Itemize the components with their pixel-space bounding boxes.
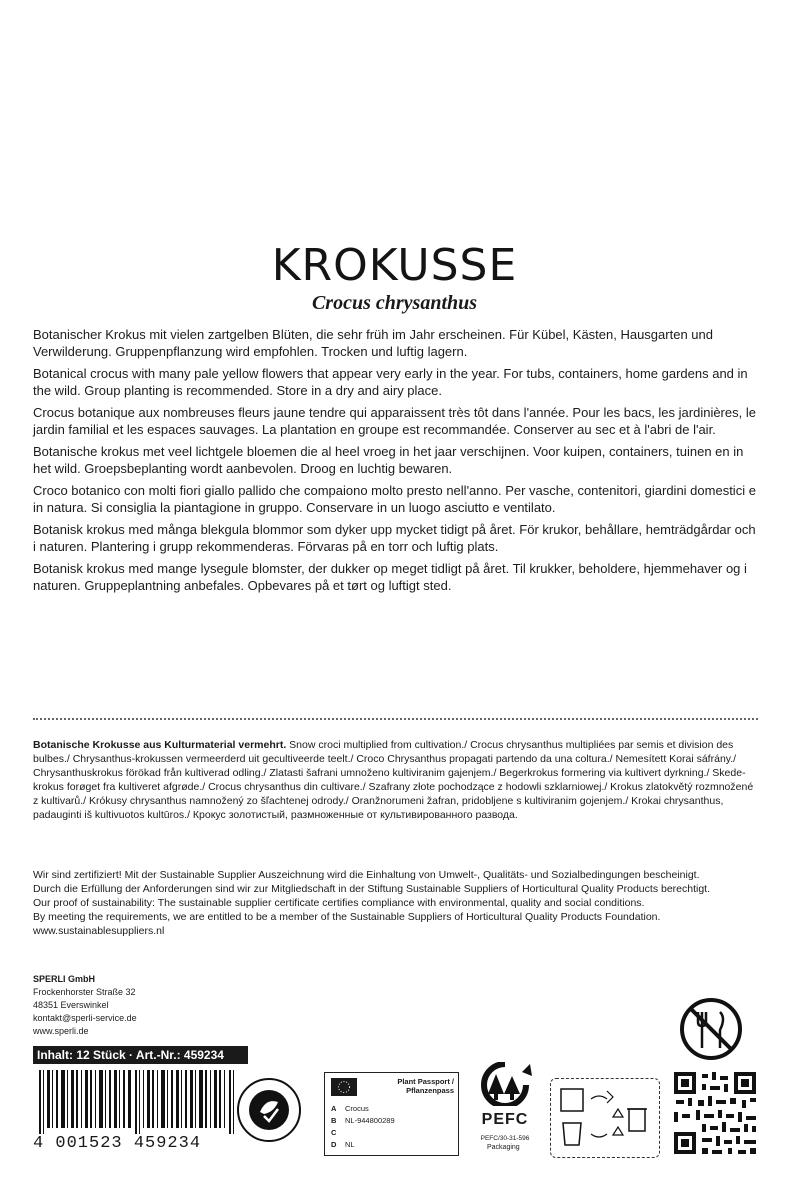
passport-row <box>331 1103 395 1115</box>
recycling-icon <box>551 1079 657 1155</box>
passport-row <box>331 1115 395 1127</box>
passport-key: B <box>331 1116 337 1125</box>
packaging-label: Packaging <box>487 1144 520 1151</box>
pefc-code: PEFC/30-31-596 <box>480 1135 530 1142</box>
dotted-divider <box>33 718 758 720</box>
plant-passport <box>324 1072 459 1156</box>
contents-bar: Inhalt: 12 Stück · Art.-Nr.: 459234 <box>33 1046 248 1064</box>
latin-name: Crocus chrysanthus <box>311 292 478 314</box>
qr-code-icon[interactable] <box>672 1070 758 1156</box>
company-web[interactable]: www.sperli.de <box>33 1026 89 1036</box>
barcode-number: 4 001523 459234 <box>33 1134 248 1153</box>
passport-row <box>331 1127 395 1139</box>
product-title: KROKUSSE <box>271 240 518 291</box>
passport-key: A <box>331 1104 337 1113</box>
cultivation-text: Snow croci multiplied from cultivation./ Crocus chrysanthus multipliées par semis et division des bulbes./ Chrysanthus-krokussen vermeerderd uit gecultiveerde teelt./ Croco Chrysanthus propagati partendo da una coltura./ Nemesített Korai sáfrány./ Chrysanthuskrokus förökad från kultiverad odling./ Zlatasti šafrani umnoženo kultiviranim gajenjem./ Begerkrokus formering via kultivert dyrkning./ Skede-krokus forøget fra kultiveret afgrøde./ Crocus chrysanthus din cultivare./ Szafrany złote pochodzące z hodowli szklarniowej./ Krokus zlatokvětý rozmnožené z kultivarů./ Krókusy chrysanthus namnožený zo šľachtenej odrody./ Oranžnorumeni žafran, pridobljene s kultiviranim gojenjem./ Krokai chrysanthus, padauginti iš kultivuotos kultūros./ Крокус золотистый, размноженные от культивированного развода. <box>33 739 754 821</box>
description-en: Botanical crocus with many pale yellow flowers that appear very early in the year. For tubs, containers, home gardens and in the wild. Group planting is recommended. Store in a dry and airy place. <box>33 366 748 398</box>
description-fr: Crocus botanique aux nombreuses fleurs jaune tendre qui apparaissent très tôt dans l'année. Pour les bacs, les jardinières, le jardin familial et les espaces sauvages. La plantation en groupe est recommandée. Conserver au sec et à l'abri de l'air. <box>33 405 756 437</box>
passport-value: Crocus <box>345 1104 369 1113</box>
description-it: Croco botanico con molti fiori giallo pallido che compaiono molto presto nell'anno. Per vasche, contenitori, giardini domestici e in natura. Si consiglia la piantagione in gruppo. Conservare in un luogo asciutto e ventilato. <box>33 483 756 515</box>
no-food-icon <box>678 996 744 1062</box>
company-street: Frockenhorster Straße 32 <box>33 987 136 997</box>
company-email[interactable]: kontakt@sperli-service.de <box>33 1013 137 1023</box>
cert-link[interactable]: www.sustainablesuppliers.nl <box>33 925 165 937</box>
barcode <box>33 1070 248 1134</box>
passport-rows <box>331 1103 395 1151</box>
passport-key: D <box>331 1140 337 1149</box>
description-sv: Botanisk krokus med många blekgula blommor som dyker upp mycket tidigt på året. För krukor, behållare, hemträdgårdar och i naturen. Plantering i grupp rekommenderas. Förvaras på en torr och luftig plats. <box>33 522 756 554</box>
description-block <box>33 326 758 599</box>
company-city: 48351 Everswinkel <box>33 1000 109 1010</box>
passport-title <box>397 1077 454 1095</box>
passport-value: NL-944800289 <box>345 1116 395 1125</box>
passport-row <box>331 1139 395 1151</box>
description-nl: Botanische krokus met veel lichtgele bloemen die al heel vroeg in het jaar verschijnen. Voor kuipen, containers, tuinen en in het wild. Groepsbeplanting wordt aanbevolen. Droog en luchtig bewaren. <box>33 444 744 476</box>
passport-title-line2: Pflanzenpass <box>406 1086 454 1095</box>
pefc-logo <box>470 1062 540 1142</box>
cert-line-2: Durch die Erfüllung der Anforderungen sind wir zur Mitgliedschaft in der Stiftung Sustainable Suppliers of Horticultural Quality Products berechtigt. <box>33 883 711 895</box>
passport-title-line1: Plant Passport / <box>397 1077 454 1086</box>
passport-value: NL <box>345 1140 355 1149</box>
cert-line-4: By meeting the requirements, we are entitled to be a member of the Sustainable Suppliers of Horticultural Quality Products Foundation. <box>33 911 661 923</box>
cert-line-1: Wir sind zertifiziert! Mit der Sustainable Supplier Auszeichnung wird die Einhaltung von Umwelt-, Qualitäts- und Sozialbedingungen bescheinigt. <box>33 869 700 881</box>
pefc-label: PEFC <box>481 1111 529 1128</box>
pefc-trees-icon <box>472 1062 538 1106</box>
packaging-recycling-box <box>550 1078 660 1158</box>
description-da: Botanisk krokus med mange lysegule blomster, der dukker op meget tidligt på året. Til krukker, beholdere, hjemmehaver og i naturen. Gruppeplantning anbefales. Opbevares på et tørt og luftigt sted. <box>33 561 747 593</box>
cultivation-note <box>33 738 758 822</box>
company-address <box>33 973 137 1038</box>
certification-block <box>33 868 758 938</box>
cert-line-3: Our proof of sustainability: The sustainable supplier certificate certifies compliance with environmental, quality and social conditions. <box>33 897 645 909</box>
company-name: SPERLI GmbH <box>33 974 96 984</box>
sustainable-supplier-seal-icon <box>236 1072 302 1148</box>
eu-flag-icon <box>331 1078 357 1096</box>
cultivation-lead: Botanische Krokusse aus Kulturmaterial vermehrt. <box>33 739 287 751</box>
passport-key: C <box>331 1128 337 1137</box>
description-de: Botanischer Krokus mit vielen zartgelben Blüten, die sehr früh im Jahr erscheinen. Für Kübel, Kästen, Hausgarten und Verwilderung. Gruppenpflanzung wird empfohlen. Trocken und luftig lagern. <box>33 327 713 359</box>
